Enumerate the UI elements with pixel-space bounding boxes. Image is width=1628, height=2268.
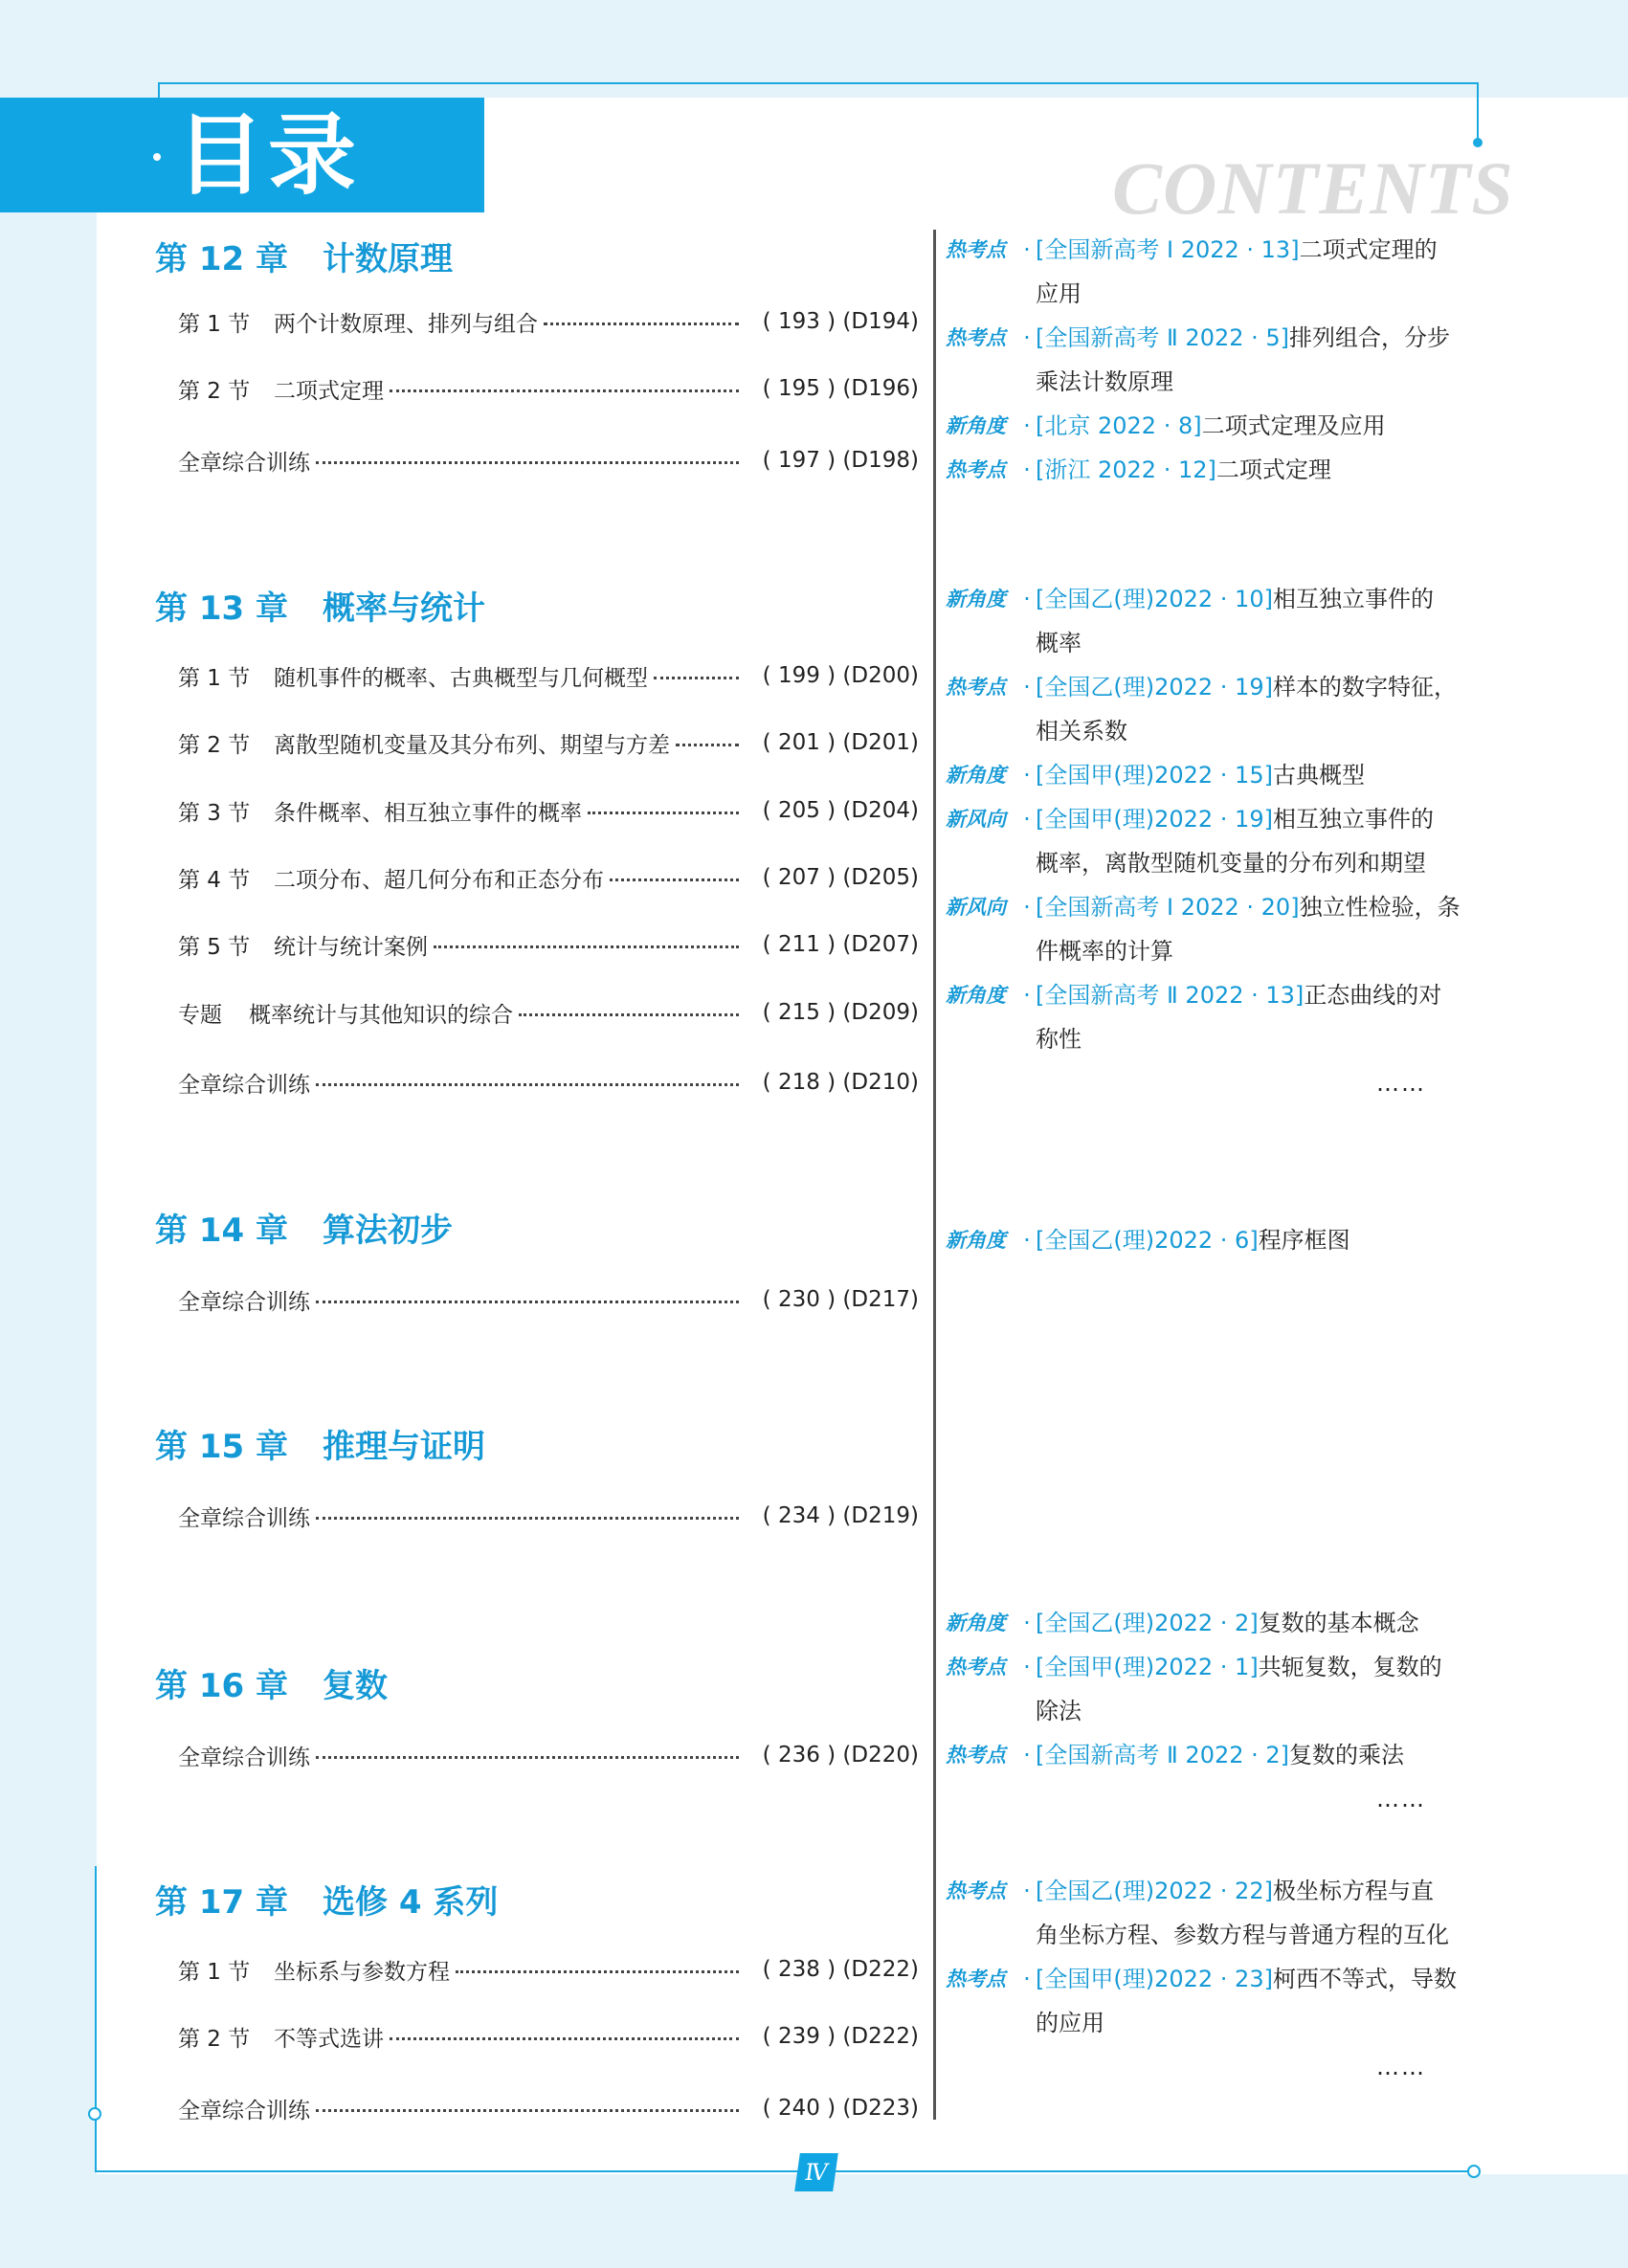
exam-note bbox=[946, 577, 1482, 621]
entry-title: 全章综合训练 bbox=[178, 1505, 310, 1531]
page-title: 目录 bbox=[176, 104, 361, 207]
entry-title: 两个计数原理、排列与组合 bbox=[274, 311, 538, 337]
note-body bbox=[1036, 1957, 1482, 2001]
column-divider bbox=[933, 230, 936, 2120]
note-continuation: 概率，离散型随机变量的分布列和期望 bbox=[1036, 850, 1426, 877]
frame-ring-bottom-right bbox=[1467, 2165, 1481, 2178]
note-separator: · bbox=[1023, 586, 1031, 612]
exam-note bbox=[946, 797, 1482, 841]
exam-notes-group bbox=[946, 1218, 1482, 1262]
chapter-title: 推理与证明 bbox=[323, 1428, 485, 1466]
note-body bbox=[1036, 973, 1482, 1017]
chapter-heading bbox=[155, 1420, 485, 1467]
note-tag: 热考点 bbox=[946, 1656, 1006, 1679]
entry-title: 全章综合训练 bbox=[178, 1289, 310, 1315]
exam-note bbox=[946, 885, 1482, 929]
page-reference: ( 199 ) (D200) bbox=[762, 663, 919, 688]
chapter-title: 选修 4 系列 bbox=[323, 1883, 499, 1922]
note-body bbox=[1036, 665, 1482, 709]
note-source: [全国新高考 Ⅱ 2022 · 13] bbox=[1036, 982, 1305, 1009]
section-label: 第 2 节 bbox=[178, 2026, 251, 2052]
toc-entry[interactable] bbox=[178, 1499, 919, 1533]
note-source: [全国甲(理)2022 · 19] bbox=[1036, 806, 1273, 833]
notes-ellipsis: …… bbox=[1376, 2054, 1426, 2080]
exam-note bbox=[946, 753, 1482, 797]
entry-title: 不等式选讲 bbox=[274, 2026, 384, 2052]
section-label: 专题 bbox=[178, 1002, 222, 1028]
page-reference: ( 218 ) (D210) bbox=[762, 1070, 919, 1095]
page-reference: ( 207 ) (D205) bbox=[762, 865, 919, 890]
toc-entry[interactable] bbox=[178, 1282, 919, 1317]
note-tag: 新角度 bbox=[946, 588, 1006, 611]
note-text: 样本的数字特征， bbox=[1272, 674, 1457, 700]
note-separator: · bbox=[1023, 1227, 1031, 1254]
note-body bbox=[1036, 753, 1482, 797]
note-body bbox=[1036, 404, 1482, 448]
toc-entry[interactable] bbox=[178, 1952, 919, 1987]
section-label: 第 2 节 bbox=[178, 732, 251, 758]
note-body bbox=[1036, 1218, 1482, 1262]
dot-leader bbox=[610, 878, 739, 881]
note-continuation: 角坐标方程、参数方程与普通方程的互化 bbox=[1036, 1922, 1449, 1948]
note-text: 古典概型 bbox=[1272, 762, 1365, 789]
note-text: 程序框图 bbox=[1258, 1227, 1350, 1254]
frame-line-top bbox=[158, 82, 1479, 84]
note-separator: · bbox=[1023, 1610, 1031, 1636]
notes-ellipsis: …… bbox=[1376, 1786, 1426, 1812]
dot-leader bbox=[588, 812, 739, 814]
note-separator: · bbox=[1023, 982, 1031, 1009]
exam-note bbox=[946, 1645, 1482, 1689]
note-tag: 热考点 bbox=[946, 326, 1006, 349]
note-body bbox=[1036, 1869, 1482, 1913]
frame-line-top-right bbox=[1477, 82, 1479, 142]
note-text: 二项式定理及应用 bbox=[1201, 412, 1386, 439]
chapter-number: 第 16 章 bbox=[155, 1667, 288, 1705]
note-body bbox=[1036, 448, 1482, 492]
chapter-title: 计数原理 bbox=[323, 240, 453, 278]
section-label: 第 1 节 bbox=[178, 665, 251, 691]
note-text: 独立性检验，条 bbox=[1299, 894, 1461, 921]
dot-leader bbox=[519, 1013, 739, 1016]
note-tag: 新风向 bbox=[946, 808, 1006, 831]
dot-leader bbox=[676, 744, 739, 746]
page-reference: ( 239 ) (D222) bbox=[762, 2024, 919, 2049]
dot-leader bbox=[390, 389, 739, 392]
toc-entry[interactable] bbox=[178, 443, 919, 478]
note-continuation: 相关系数 bbox=[1036, 718, 1127, 745]
exam-note bbox=[946, 1601, 1482, 1645]
section-label: 第 5 节 bbox=[178, 934, 251, 960]
note-continuation: 除法 bbox=[1036, 1698, 1082, 1724]
toc-entry[interactable] bbox=[178, 995, 919, 1030]
page-reference: ( 193 ) (D194) bbox=[762, 309, 919, 334]
note-text: 复数的基本概念 bbox=[1258, 1610, 1419, 1636]
note-separator: · bbox=[1023, 236, 1031, 263]
note-source: [全国乙(理)2022 · 22] bbox=[1036, 1878, 1273, 1904]
toc-entry[interactable] bbox=[178, 1065, 919, 1100]
note-separator: · bbox=[1023, 1966, 1031, 1992]
page-reference: ( 201 ) (D201) bbox=[762, 730, 919, 755]
note-body bbox=[1036, 1645, 1482, 1689]
note-tag: 新角度 bbox=[946, 1612, 1006, 1634]
entry-title: 全章综合训练 bbox=[178, 1072, 310, 1098]
note-body bbox=[1036, 1601, 1482, 1645]
note-text: 极坐标方程与直 bbox=[1272, 1878, 1434, 1904]
note-tag: 热考点 bbox=[946, 676, 1006, 699]
toc-entry[interactable] bbox=[178, 2091, 919, 2125]
title-dot bbox=[153, 153, 161, 161]
note-body bbox=[1036, 797, 1482, 841]
chapter-number: 第 15 章 bbox=[155, 1428, 288, 1466]
note-body bbox=[1036, 1733, 1482, 1777]
section-label: 第 3 节 bbox=[178, 800, 251, 826]
toc-entry[interactable] bbox=[178, 371, 919, 406]
chapter-heading bbox=[155, 1204, 453, 1251]
note-tag: 新角度 bbox=[946, 1229, 1006, 1252]
note-separator: · bbox=[1023, 412, 1031, 439]
chapter-title: 概率与统计 bbox=[323, 589, 485, 628]
note-source: [全国甲(理)2022 · 23] bbox=[1036, 1966, 1273, 1992]
page-reference: ( 195 ) (D196) bbox=[762, 376, 919, 401]
note-continuation: 乘法计数原理 bbox=[1036, 368, 1173, 395]
page-reference: ( 238 ) (D222) bbox=[762, 1957, 919, 1982]
exam-note bbox=[946, 973, 1482, 1017]
entry-title: 全章综合训练 bbox=[178, 1745, 310, 1770]
note-separator: · bbox=[1023, 762, 1031, 789]
exam-note bbox=[946, 1957, 1482, 2001]
dot-leader bbox=[316, 2109, 739, 2112]
note-text: 相互独立事件的 bbox=[1272, 806, 1434, 833]
note-text: 二项式定理的 bbox=[1299, 236, 1438, 263]
note-body bbox=[1036, 577, 1482, 621]
chapter-heading bbox=[155, 1659, 388, 1706]
note-source: [浙江 2022 · 12] bbox=[1036, 456, 1216, 483]
dot-leader bbox=[654, 677, 739, 679]
exam-notes-group bbox=[946, 1869, 1482, 2089]
page-reference: ( 211 ) (D207) bbox=[762, 932, 919, 957]
note-source: [北京 2022 · 8] bbox=[1036, 412, 1202, 439]
toc-entry[interactable] bbox=[178, 860, 919, 895]
note-source: [全国甲(理)2022 · 1] bbox=[1036, 1654, 1259, 1680]
note-source: [全国乙(理)2022 · 10] bbox=[1036, 586, 1273, 612]
entry-title: 坐标系与参数方程 bbox=[274, 1959, 450, 1985]
dot-leader bbox=[316, 1517, 739, 1520]
page-reference: ( 205 ) (D204) bbox=[762, 798, 919, 823]
dot-leader bbox=[390, 2037, 739, 2040]
note-continuation: 概率 bbox=[1036, 630, 1082, 656]
note-source: [全国甲(理)2022 · 15] bbox=[1036, 762, 1273, 789]
chapter-number: 第 17 章 bbox=[155, 1883, 288, 1922]
entry-title: 条件概率、相互独立事件的概率 bbox=[274, 800, 582, 826]
dot-leader bbox=[456, 1970, 739, 1973]
entry-title: 二项式定理 bbox=[274, 378, 384, 404]
note-separator: · bbox=[1023, 1878, 1031, 1904]
chapter-heading bbox=[155, 582, 485, 629]
chapter-number: 第 12 章 bbox=[155, 240, 288, 278]
page-reference: ( 215 ) (D209) bbox=[762, 1000, 919, 1025]
note-body bbox=[1036, 228, 1482, 272]
exam-notes-group bbox=[946, 228, 1482, 492]
entry-title: 随机事件的概率、古典概型与几何概型 bbox=[274, 665, 648, 691]
entry-title: 概率统计与其他知识的综合 bbox=[249, 1002, 513, 1028]
note-source: [全国新高考 Ⅱ 2022 · 5] bbox=[1036, 324, 1290, 351]
frame-line-left bbox=[95, 1866, 97, 2172]
entry-title: 全章综合训练 bbox=[178, 450, 310, 476]
note-source: [全国新高考 Ⅱ 2022 · 2] bbox=[1036, 1742, 1290, 1768]
page-reference: ( 236 ) (D220) bbox=[762, 1743, 919, 1768]
page-number: Ⅳ bbox=[794, 2153, 838, 2191]
chapter-number: 第 13 章 bbox=[155, 589, 288, 628]
note-separator: · bbox=[1023, 1654, 1031, 1680]
exam-notes-group bbox=[946, 577, 1482, 1105]
toc-entry[interactable] bbox=[178, 2019, 919, 2054]
page-reference: ( 197 ) (D198) bbox=[762, 448, 919, 473]
toc-entry[interactable] bbox=[178, 1738, 919, 1772]
chapter-number: 第 14 章 bbox=[155, 1212, 288, 1250]
exam-note bbox=[946, 404, 1482, 448]
dot-leader bbox=[316, 1756, 739, 1759]
note-text: 共轭复数，复数的 bbox=[1258, 1654, 1442, 1680]
chapter-heading bbox=[155, 233, 453, 279]
note-source: [全国新高考 Ⅰ 2022 · 13] bbox=[1036, 236, 1300, 263]
exam-note bbox=[946, 1733, 1482, 1777]
entry-title: 二项分布、超几何分布和正态分布 bbox=[274, 867, 604, 893]
note-text: 相互独立事件的 bbox=[1272, 586, 1434, 612]
notes-ellipsis: …… bbox=[1376, 1070, 1426, 1097]
entry-title: 离散型随机变量及其分布列、期望与方差 bbox=[274, 732, 670, 758]
note-body bbox=[1036, 885, 1482, 929]
note-text: 二项式定理 bbox=[1215, 456, 1331, 483]
chapter-title: 算法初步 bbox=[323, 1212, 453, 1250]
note-text: 柯西不等式，导数 bbox=[1272, 1966, 1457, 1992]
note-tag: 热考点 bbox=[946, 458, 1006, 481]
note-source: [全国乙(理)2022 · 2] bbox=[1036, 1610, 1259, 1636]
note-source: [全国新高考 Ⅰ 2022 · 20] bbox=[1036, 894, 1300, 921]
chapter-heading bbox=[155, 1876, 498, 1923]
note-tag: 热考点 bbox=[946, 1968, 1006, 1990]
toc-entry[interactable] bbox=[178, 658, 919, 693]
entry-title: 全章综合训练 bbox=[178, 2098, 310, 2123]
toc-entry[interactable] bbox=[178, 927, 919, 962]
chapter-title: 复数 bbox=[323, 1667, 388, 1705]
note-separator: · bbox=[1023, 894, 1031, 921]
exam-note bbox=[946, 316, 1482, 360]
dot-leader bbox=[544, 322, 739, 325]
note-separator: · bbox=[1023, 806, 1031, 833]
note-source: [全国乙(理)2022 · 19] bbox=[1036, 674, 1273, 700]
dot-leader bbox=[316, 1083, 739, 1086]
section-label: 第 1 节 bbox=[178, 311, 251, 337]
note-separator: · bbox=[1023, 674, 1031, 700]
note-separator: · bbox=[1023, 1742, 1031, 1768]
dot-leader bbox=[434, 945, 739, 948]
note-text: 排列组合，分步 bbox=[1289, 324, 1451, 351]
note-tag: 热考点 bbox=[946, 1744, 1006, 1767]
note-tag: 热考点 bbox=[946, 238, 1006, 261]
page-reference: ( 230 ) (D217) bbox=[762, 1287, 919, 1312]
note-tag: 新角度 bbox=[946, 764, 1006, 787]
note-tag: 新风向 bbox=[946, 896, 1006, 919]
toc-entry[interactable] bbox=[178, 304, 919, 339]
note-source: [全国乙(理)2022 · 6] bbox=[1036, 1227, 1259, 1254]
page-reference: ( 234 ) (D219) bbox=[762, 1503, 919, 1528]
dot-leader bbox=[316, 1301, 739, 1303]
frame-ring-left bbox=[88, 2107, 101, 2121]
exam-note bbox=[946, 665, 1482, 709]
note-tag: 热考点 bbox=[946, 1879, 1006, 1902]
note-continuation: 称性 bbox=[1036, 1026, 1082, 1053]
note-continuation: 的应用 bbox=[1036, 2010, 1104, 2036]
section-label: 第 1 节 bbox=[178, 1959, 251, 1985]
note-text: 正态曲线的对 bbox=[1304, 982, 1442, 1009]
toc-entry[interactable] bbox=[178, 725, 919, 760]
exam-note bbox=[946, 228, 1482, 272]
section-label: 第 4 节 bbox=[178, 867, 251, 893]
note-tag: 新角度 bbox=[946, 414, 1006, 437]
note-text: 复数的乘法 bbox=[1289, 1742, 1405, 1768]
contents-watermark: CONTENTS bbox=[1112, 146, 1514, 230]
exam-notes-group bbox=[946, 1601, 1482, 1821]
exam-note bbox=[946, 448, 1482, 492]
exam-note bbox=[946, 1218, 1482, 1262]
exam-note bbox=[946, 1869, 1482, 1913]
note-body bbox=[1036, 316, 1482, 360]
note-tag: 新角度 bbox=[946, 984, 1006, 1007]
entry-title: 统计与统计案例 bbox=[274, 934, 428, 960]
dot-leader bbox=[316, 461, 739, 464]
note-continuation: 件概率的计算 bbox=[1036, 938, 1173, 965]
toc-entry[interactable] bbox=[178, 793, 919, 828]
note-separator: · bbox=[1023, 456, 1031, 483]
frame-line-bottom bbox=[95, 2170, 1473, 2172]
page-reference: ( 240 ) (D223) bbox=[762, 2096, 919, 2121]
note-continuation: 应用 bbox=[1036, 280, 1082, 307]
section-label: 第 2 节 bbox=[178, 378, 251, 404]
note-separator: · bbox=[1023, 324, 1031, 351]
